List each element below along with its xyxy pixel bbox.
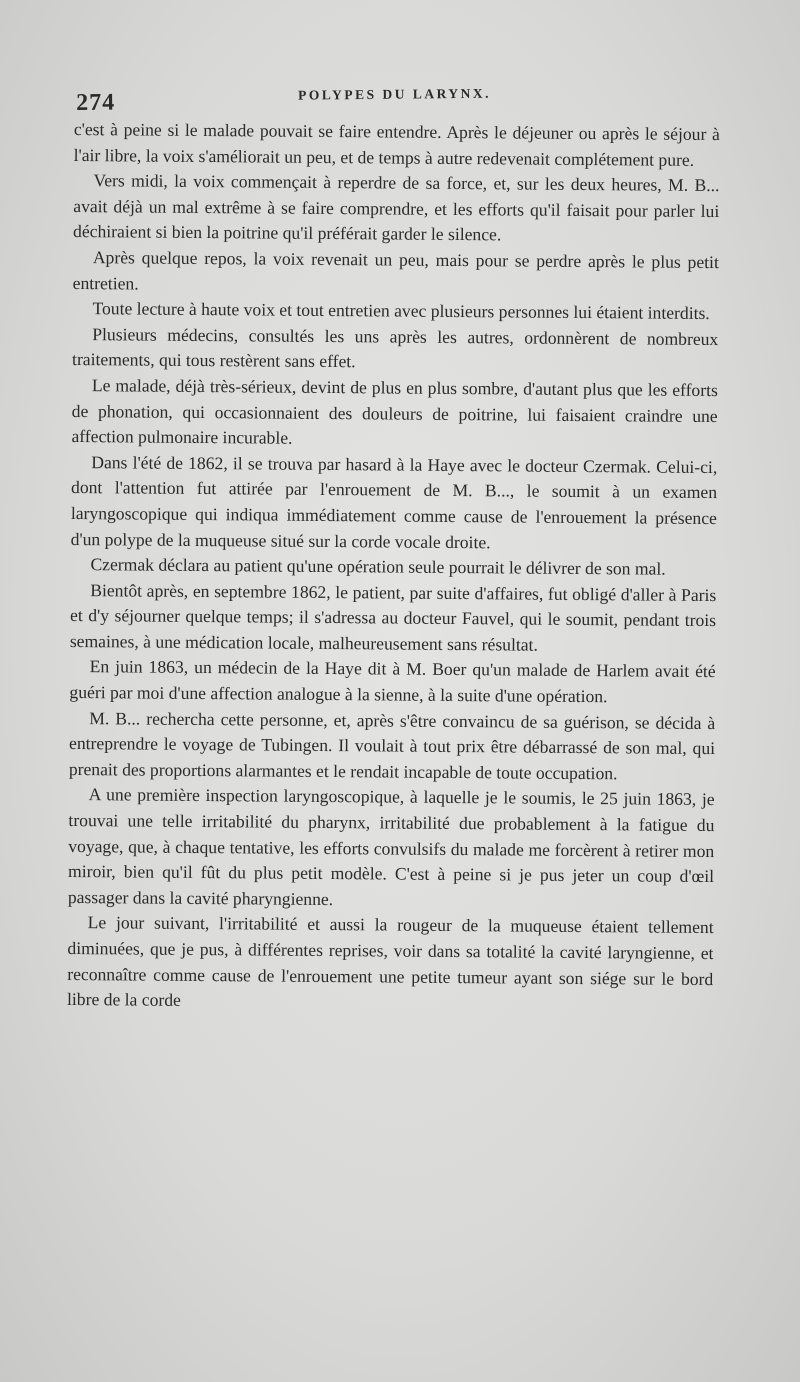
paragraph: En juin 1863, un médecin de la Haye dit à M. Boer qu'un malade de Harlem avait été guéri par moi d'une affection analogue à la sienne, à la suite d'une opération. [69, 656, 716, 707]
paragraph: Toute lecture à haute voix et tout entretien avec plusieurs personnes lui étaient interdits. [92, 298, 710, 324]
running-title: POLYPES DU LARYNX. [298, 85, 492, 103]
paragraph: A une première inspection laryngoscopique, à laquelle je le soumis, le 25 juin 1863, je trouvai une telle irritabilité du pharynx, irritabilité due probablement à la fatigue du voyage, que, à chaque tentative, les efforts convulsifs du malade me forcèrent à retirer mon miroir, bien qu'il fût du plus petit modèle. C'est à peine si je pus jeter un coup d'œil passager dans la cavité pharyngienne. [67, 784, 715, 909]
paragraph: Le jour suivant, l'irritabilité et aussi la rougeur de la muqueuse étaient tellement diminuées, que je pus, à différentes reprises, voir dans sa totalité la cavité laryngienne, et reconnaître comme cause de l'enrouement une petite tumeur ayant son siége sur le bord libre de la corde [66, 912, 714, 1011]
paragraph: Plusieurs médecins, consultés les uns après les autres, ordonnèrent de nombreux traitements, qui tous restèrent sans effet. [72, 323, 719, 372]
page-header [76, 81, 716, 120]
page-number: 274 [76, 89, 116, 116]
paragraph: Le malade, déjà très-sérieux, devint de plus en plus sombre, d'autant plus que les efforts de phonation, qui occasionnaient des douleurs de poitrine, lui faisaient craindre une affection pulmonaire incurable. [71, 375, 718, 448]
paragraph: c'est à peine si le malade pouvait se faire entendre. Après le déjeuner ou après le séjour à l'air libre, la voix s'améliorait un peu, et de temps à autre redevenait complétement pure. [73, 118, 720, 170]
paragraph: M. B... rechercha cette personne, et, après s'être convaincu de sa guérison, se décida à entreprendre le voyage de Tubingen. Il voulait à tout prix être débarrassé de son mal, qui prenait des proportions alarmantes et le rendait incapable de toute occupation. [68, 707, 716, 784]
paragraph: Après quelque repos, la voix revenait un peu, mais pour se perdre après le plus petit entretien. [72, 247, 719, 294]
body-text [67, 117, 720, 1018]
paragraph: Czermak déclara au patient qu'une opération seule pourrait le délivrer de son mal. [90, 554, 666, 579]
paragraph: Dans l'été de 1862, il se trouva par hasard à la Haye avec le docteur Czermak. Celui-ci, dont l'attention fut attirée par l'enrouement de M. B..., le soumit à un examen laryngoscopique qui indiqua immédiatement comme cause de l'enrouement la présence d'un polype de la muqueuse situé sur la corde vocale droite. [70, 451, 718, 552]
paragraph: Vers midi, la voix commençait à reperdre de sa force, et, sur les deux heures, M. B... avait déjà un mal extrême à se faire comprendre, et les efforts qu'il faisait pour parler lui déchiraient si bien la poitrine qu'il préférait garder le silence. [73, 170, 720, 245]
paragraph: Bientôt après, en septembre 1862, le patient, par suite d'affaires, fut obligé d'aller à Paris et d'y séjourner quelque temps; il s'adressa au docteur Fauvel, qui le soumit, pendant trois semaines, à une médication locale, malheureusement sans résultat. [69, 579, 717, 655]
